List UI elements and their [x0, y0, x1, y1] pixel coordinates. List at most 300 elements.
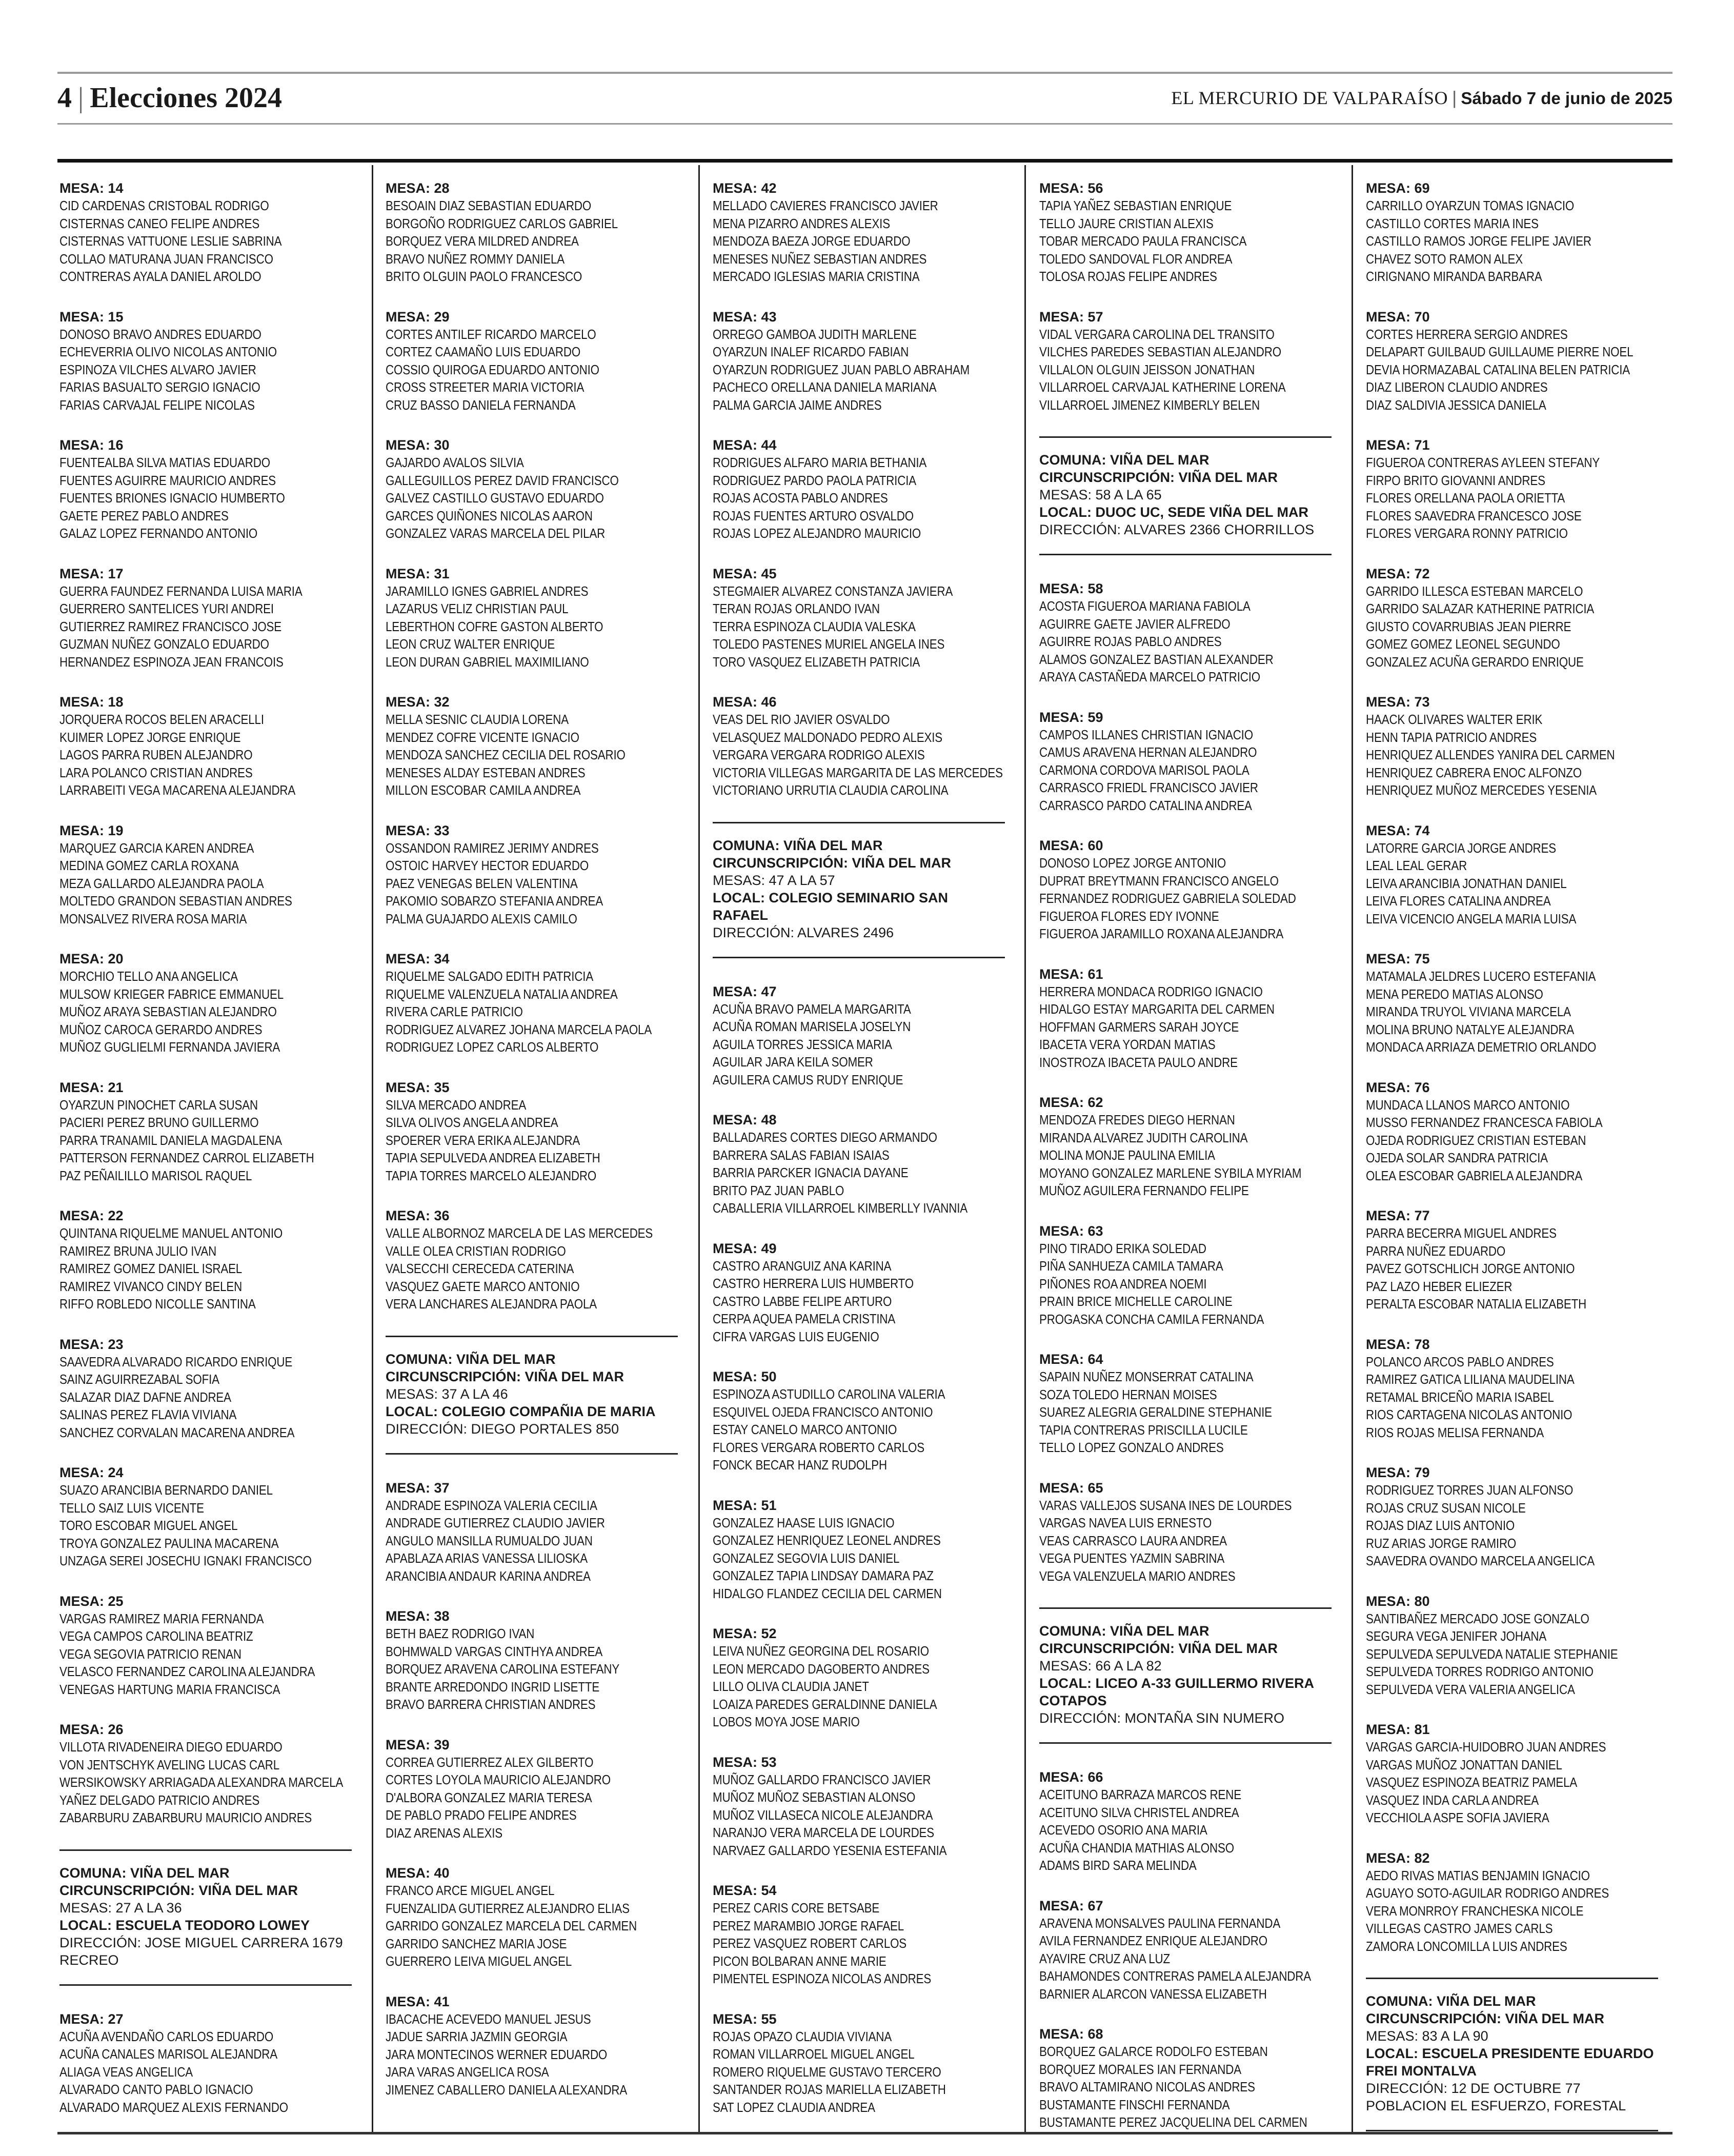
- mesa-title: MESA: 50: [713, 1369, 777, 1384]
- voter-name: VARAS VALLEJOS SUSANA INES DE LOURDES: [1039, 1497, 1292, 1513]
- voter-name: RUZ ARIAS JORGE RAMIRO: [1366, 1535, 1517, 1551]
- voter-name: HOFFMAN GARMERS SARAH JOYCE: [1039, 1019, 1239, 1035]
- publication-name: EL MERCURIO DE VALPARAÍSO: [1171, 88, 1448, 108]
- mesa-block: [1039, 1479, 1347, 1585]
- voter-name: HERNANDEZ ESPINOZA JEAN FRANCOIS: [59, 654, 284, 670]
- voter-name: FONCK BECAR HANZ RUDOLPH: [713, 1457, 888, 1473]
- voter-name: BARNIER ALARCON VANESSA ELIZABETH: [1039, 1986, 1267, 2002]
- voter-name: VIDAL VERGARA CAROLINA DEL TRANSITO: [1039, 326, 1275, 342]
- voter-name: VILLALON OLGUIN JEISSON JONATHAN: [1039, 361, 1255, 377]
- voter-name: CARRASCO PARDO CATALINA ANDREA: [1039, 797, 1252, 813]
- voter-name: LEIVA NUÑEZ GEORGINA DEL ROSARIO: [713, 1643, 929, 1659]
- voter-name: TOLEDO PASTENES MURIEL ANGELA INES: [713, 636, 945, 652]
- voter-name: CHAVEZ SOTO RAMON ALEX: [1366, 251, 1523, 267]
- comuna-label: COMUNA: VIÑA DEL MAR: [59, 1865, 230, 1881]
- mesa-block: [713, 1754, 1020, 1860]
- voter-name: PACIERI PEREZ BRUNO GUILLERMO: [59, 1115, 259, 1130]
- mesa-title: MESA: 47: [713, 983, 777, 999]
- voter-name: ACUÑA AVENDAÑO CARLOS EDUARDO: [59, 2028, 274, 2044]
- voter-name: MENDOZA FREDES DIEGO HERNAN: [1039, 1112, 1235, 1127]
- mesa-block: [59, 179, 367, 286]
- voter-name: PAKOMIO SOBARZO STEFANIA ANDREA: [386, 893, 603, 909]
- voter-name: ARANCIBIA ANDAUR KARINA ANDREA: [386, 1568, 591, 1584]
- content-top-rule: [57, 159, 1672, 163]
- direccion-line: DIRECCIÓN: JOSE MIGUEL CARRERA 1679 RECREO: [59, 1935, 343, 1968]
- voter-name: CARRILLO OYARZUN TOMAS IGNACIO: [1366, 198, 1575, 213]
- mesa-title: MESA: 18: [59, 694, 124, 710]
- mesa-title: MESA: 70: [1366, 309, 1430, 325]
- voter-name: CASTILLO RAMOS JORGE FELIPE JAVIER: [1366, 233, 1591, 249]
- voter-name: SANTANDER ROJAS MARIELLA ELIZABETH: [713, 2082, 946, 2097]
- voter-name: PATTERSON FERNANDEZ CARROL ELIZABETH: [59, 1150, 314, 1165]
- voter-name: VEGA PUENTES YAZMIN SABRINA: [1039, 1550, 1225, 1566]
- voter-name: BRAVO NUÑEZ ROMMY DANIELA: [386, 251, 564, 267]
- mesa-title: MESA: 58: [1039, 581, 1103, 596]
- voter-name: ACOSTA FIGUEROA MARIANA FABIOLA: [1039, 598, 1251, 614]
- voter-name: PRAIN BRICE MICHELLE CAROLINE: [1039, 1294, 1233, 1309]
- voter-name: LARRABEITI VEGA MACARENA ALEJANDRA: [59, 782, 296, 798]
- mesa-block: [386, 1607, 693, 1714]
- voter-name: MOLTEDO GRANDON SEBASTIAN ANDRES: [59, 893, 292, 909]
- mesa-block: [713, 983, 1020, 1089]
- voter-name: ALIAGA VEAS ANGELICA: [59, 2064, 193, 2080]
- mesa-block: [59, 693, 367, 799]
- mesa-block: [1366, 179, 1673, 286]
- mesa-block: [1366, 822, 1673, 928]
- voter-name: JARAMILLO IGNES GABRIEL ANDRES: [386, 583, 589, 599]
- mesa-block: [386, 1864, 693, 1970]
- voter-name: APABLAZA ARIAS VANESSA LILIOSKA: [386, 1550, 588, 1566]
- voter-name: RAMIREZ GOMEZ DANIEL ISRAEL: [59, 1261, 243, 1276]
- mesa-block: [1366, 436, 1673, 542]
- voter-name: TOLEDO SANDOVAL FLOR ANDREA: [1039, 251, 1233, 267]
- polling-place-info: [59, 1849, 352, 1986]
- voter-name: ROJAS DIAZ LUIS ANTONIO: [1366, 1518, 1515, 1533]
- comuna-label: COMUNA: VIÑA DEL MAR: [1366, 1993, 1536, 2009]
- mesa-title: MESA: 46: [713, 694, 777, 710]
- voter-name: CASTILLO CORTES MARIA INES: [1366, 215, 1539, 231]
- direccion-line: DIRECCIÓN: 12 DE OCTUBRE 77 POBLACION EL ESFUERZO, FORESTAL: [1366, 2081, 1626, 2113]
- voter-name: MELLA SESNIC CLAUDIA LORENA: [386, 712, 569, 727]
- voter-name: HENN TAPIA PATRICIO ANDRES: [1366, 729, 1537, 745]
- voter-name: PAZ PEÑAILILLO MARISOL RAQUEL: [59, 1167, 252, 1183]
- mesa-block: [1366, 308, 1673, 414]
- column-1: [59, 179, 367, 2139]
- voter-name: HAACK OLIVARES WALTER ERIK: [1366, 712, 1543, 727]
- voter-name: LEON CRUZ WALTER ENRIQUE: [386, 636, 555, 652]
- local-line: [59, 1917, 352, 1934]
- voter-name: RODRIGUEZ LOPEZ CARLOS ALBERTO: [386, 1039, 599, 1055]
- voter-name: MUÑOZ ARAYA SEBASTIAN ALEJANDRO: [59, 1004, 277, 1019]
- column-rule: [698, 165, 700, 2134]
- mesa-title: MESA: 22: [59, 1208, 124, 1223]
- voter-name: BORQUEZ GALARCE RODOLFO ESTEBAN: [1039, 2044, 1268, 2059]
- voter-name: GALLEGUILLOS PEREZ DAVID FRANCISCO: [386, 472, 619, 488]
- voter-name: SANTIBAÑEZ MERCADO JOSE GONZALO: [1366, 1610, 1589, 1626]
- voter-name: ROJAS FUENTES ARTURO OSVALDO: [713, 508, 914, 523]
- mesas-range: MESAS: 58 A LA 65: [1039, 487, 1162, 502]
- column-rule: [1024, 165, 1026, 2134]
- voter-name: SAT LOPEZ CLAUDIA ANDREA: [713, 2099, 875, 2115]
- voter-name: ROJAS LOPEZ ALEJANDRO MAURICIO: [713, 526, 921, 541]
- voter-name: SAAVEDRA OVANDO MARCELA ANGELICA: [1366, 1553, 1595, 1568]
- voter-name: TORO VASQUEZ ELIZABETH PATRICIA: [713, 654, 920, 670]
- local-line: [713, 889, 1005, 924]
- voter-name: SOZA TOLEDO HERNAN MOISES: [1039, 1386, 1217, 1402]
- voter-name: MUÑOZ MUÑOZ SEBASTIAN ALONSO: [713, 1789, 916, 1805]
- voter-name: STEGMAIER ALVAREZ CONSTANZA JAVIERA: [713, 583, 953, 599]
- voter-name: CONTRERAS AYALA DANIEL AROLDO: [59, 269, 261, 284]
- mesa-title: MESA: 21: [59, 1079, 124, 1095]
- voter-name: ANDRADE ESPINOZA VALERIA CECILIA: [386, 1497, 597, 1513]
- mesa-block: [59, 822, 367, 928]
- voter-name: PARRA TRANAMIL DANIELA MAGDALENA: [59, 1132, 282, 1148]
- mesa-title: MESA: 17: [59, 566, 124, 581]
- voter-name: MATAMALA JELDRES LUCERO ESTEFANIA: [1366, 969, 1596, 984]
- voter-name: MENDEZ COFRE VICENTE IGNACIO: [386, 729, 579, 745]
- voter-name: AYAVIRE CRUZ ANA LUZ: [1039, 1950, 1171, 1966]
- voter-name: TAPIA TORRES MARCELO ALEJANDRO: [386, 1167, 597, 1183]
- circunscripcion-label: CIRCUNSCRIPCIÓN: VIÑA DEL MAR: [1039, 1641, 1278, 1656]
- voter-name: AGUILERA CAMUS RUDY ENRIQUE: [713, 1072, 903, 1087]
- column-4: [1039, 179, 1347, 2154]
- mesa-block: [59, 308, 367, 414]
- voter-name: ESPINOZA ASTUDILLO CAROLINA VALERIA: [713, 1386, 945, 1402]
- voter-name: VARGAS GARCIA-HUIDOBRO JUAN ANDRES: [1366, 1739, 1606, 1755]
- voter-name: COSSIO QUIROGA EDUARDO ANTONIO: [386, 361, 599, 377]
- header-bottom-rule: [57, 123, 1672, 125]
- voter-name: TERRA ESPINOZA CLAUDIA VALESKA: [713, 618, 916, 634]
- voter-name: MIRANDA ALVAREZ JUDITH CAROLINA: [1039, 1130, 1248, 1145]
- mesa-title: MESA: 42: [713, 180, 777, 196]
- voter-name: WERSIKOWSKY ARRIAGADA ALEXANDRA MARCELA: [59, 1775, 344, 1790]
- mesa-block: [386, 950, 693, 1056]
- voter-name: HENRIQUEZ CABRERA ENOC ALFONZO: [1366, 764, 1582, 780]
- voter-name: LEBERTHON COFRE GASTON ALBERTO: [386, 618, 603, 634]
- voter-name: GIUSTO COVARRUBIAS JEAN PIERRE: [1366, 618, 1571, 634]
- mesa-block: [59, 950, 367, 1056]
- local-name: LICEO A-33 GUILLERMO RIVERA COTAPOS: [1039, 1676, 1314, 1708]
- mesa-title: MESA: 68: [1039, 2026, 1103, 2042]
- voter-name: RAMIREZ GATICA LILIANA MAUDELINA: [1366, 1372, 1575, 1387]
- voter-name: GUZMAN NUÑEZ GONZALO EDUARDO: [59, 636, 269, 652]
- direccion-line: DIRECCIÓN: ALVARES 2366 CHORRILLOS: [1039, 522, 1315, 537]
- voter-name: PIÑA SANHUEZA CAMILA TAMARA: [1039, 1258, 1223, 1274]
- voter-name: TELLO JAURE CRISTIAN ALEXIS: [1039, 215, 1214, 231]
- header-separator: |: [78, 82, 84, 114]
- voter-name: ROMAN VILLARROEL MIGUEL ANGEL: [713, 2046, 915, 2062]
- voter-name: IBACETA VERA YORDAN MATIAS: [1039, 1037, 1216, 1052]
- mesa-block: [59, 1593, 367, 1699]
- voter-name: SILVA MERCADO ANDREA: [386, 1097, 527, 1113]
- mesa-block: [1366, 693, 1673, 799]
- mesa-title: MESA: 80: [1366, 1593, 1430, 1609]
- voter-name: MORCHIO TELLO ANA ANGELICA: [59, 969, 238, 984]
- voter-name: MIRANDA TRUYOL VIVIANA MARCELA: [1366, 1004, 1571, 1019]
- voter-name: POLANCO ARCOS PABLO ANDRES: [1366, 1354, 1554, 1369]
- voter-name: VARGAS MUÑOZ JONATTAN DANIEL: [1366, 1757, 1562, 1772]
- voter-name: CORREA GUTIERREZ ALEX GILBERTO: [386, 1754, 594, 1770]
- mesa-title: MESA: 49: [713, 1240, 777, 1256]
- mesa-block: [1366, 1721, 1673, 1827]
- voter-name: LEIVA ARANCIBIA JONATHAN DANIEL: [1366, 875, 1567, 891]
- voter-name: PIÑONES ROA ANDREA NOEMI: [1039, 1276, 1207, 1292]
- voter-name: ARAVENA MONSALVES PAULINA FERNANDA: [1039, 1915, 1281, 1931]
- local-label: LOCAL:: [386, 1403, 438, 1419]
- voter-name: CORTES HERRERA SERGIO ANDRES: [1366, 326, 1568, 342]
- voter-name: CARRASCO FRIEDL FRANCISCO JAVIER: [1039, 780, 1258, 795]
- voter-name: TAPIA YAÑEZ SEBASTIAN ENRIQUE: [1039, 198, 1232, 213]
- voter-name: GOMEZ GOMEZ LEONEL SEGUNDO: [1366, 636, 1560, 652]
- voter-name: GARRIDO SALAZAR KATHERINE PATRICIA: [1366, 601, 1595, 616]
- voter-name: VARGAS NAVEA LUIS ERNESTO: [1039, 1515, 1212, 1530]
- voter-name: SILVA OLIVOS ANGELA ANDREA: [386, 1115, 558, 1130]
- page-bottom-rule: [57, 2132, 1672, 2134]
- voter-name: FARIAS BASUALTO SERGIO IGNACIO: [59, 379, 260, 395]
- voter-name: JARA VARAS ANGELICA ROSA: [386, 2064, 549, 2080]
- page-number: 4: [57, 82, 72, 114]
- voter-name: VALLE ALBORNOZ MARCELA DE LAS MERCEDES: [386, 1225, 653, 1241]
- voter-name: FIGUEROA FLORES EDY IVONNE: [1039, 908, 1219, 924]
- voter-name: CID CARDENAS CRISTOBAL RODRIGO: [59, 198, 269, 213]
- local-label: LOCAL:: [59, 1917, 112, 1933]
- mesa-title: MESA: 33: [386, 822, 450, 838]
- mesa-title: MESA: 39: [386, 1737, 450, 1752]
- voter-name: TROYA GONZALEZ PAULINA MACARENA: [59, 1535, 279, 1551]
- voter-name: BESOAIN DIAZ SEBASTIAN EDUARDO: [386, 198, 592, 213]
- voter-name: ACEITUNO BARRAZA MARCOS RENE: [1039, 1787, 1242, 1802]
- voter-name: RIFFO ROBLEDO NICOLLE SANTINA: [59, 1296, 256, 1312]
- voter-name: RIQUELME VALENZUELA NATALIA ANDREA: [386, 986, 618, 1002]
- mesa-title: MESA: 76: [1366, 1079, 1430, 1095]
- mesa-title: MESA: 14: [59, 180, 124, 196]
- mesa-block: [1039, 837, 1347, 943]
- voter-name: VALSECCHI CERECEDA CATERINA: [386, 1261, 574, 1276]
- voter-name: CARMONA CORDOVA MARISOL PAOLA: [1039, 762, 1249, 778]
- local-name: DUOC UC, SEDE VIÑA DEL MAR: [1095, 505, 1309, 520]
- voter-name: JORQUERA ROCOS BELEN ARACELLI: [59, 712, 264, 727]
- voter-name: MEDINA GOMEZ CARLA ROXANA: [59, 858, 239, 873]
- voter-name: VILCHES PAREDES SEBASTIAN ALEJANDRO: [1039, 344, 1281, 359]
- voter-name: ACUÑA CHANDIA MATHIAS ALONSO: [1039, 1840, 1234, 1856]
- voter-name: ACUÑA CANALES MARISOL ALEJANDRA: [59, 2046, 278, 2062]
- polling-place-info: [713, 822, 1005, 958]
- mesa-title: MESA: 48: [713, 1112, 777, 1127]
- voter-name: LARA POLANCO CRISTIAN ANDRES: [59, 764, 253, 780]
- voter-name: ROJAS CRUZ SUSAN NICOLE: [1366, 1500, 1526, 1516]
- voter-name: PAZ LAZO HEBER ELIEZER: [1366, 1278, 1513, 1294]
- mesa-block: [713, 693, 1020, 799]
- voter-name: BRANTE ARREDONDO INGRID LISETTE: [386, 1679, 600, 1695]
- mesa-block: [713, 1111, 1020, 1217]
- voter-name: VICTORIANO URRUTIA CLAUDIA CAROLINA: [713, 782, 949, 798]
- mesa-block: [1039, 709, 1347, 815]
- voter-name: MOYANO GONZALEZ MARLENE SYBILA MYRIAM: [1039, 1165, 1302, 1181]
- mesa-block: [1039, 179, 1347, 286]
- voter-name: MENESES ALDAY ESTEBAN ANDRES: [386, 764, 586, 780]
- voter-name: MONSALVEZ RIVERA ROSA MARIA: [59, 911, 247, 926]
- voter-name: FRANCO ARCE MIGUEL ANGEL: [386, 1883, 555, 1898]
- voter-name: CASTRO ARANGUIZ ANA KARINA: [713, 1258, 892, 1274]
- voter-name: NARVAEZ GALLARDO YESENIA ESTEFANIA: [713, 1842, 947, 1858]
- column-rule: [372, 165, 373, 2134]
- voter-name: D'ALBORA GONZALEZ MARIA TERESA: [386, 1789, 592, 1805]
- voter-name: NARANJO VERA MARCELA DE LOURDES: [713, 1825, 935, 1840]
- mesa-block: [713, 1882, 1020, 1988]
- voter-name: LATORRE GARCIA JORGE ANDRES: [1366, 840, 1557, 856]
- voter-name: GONZALEZ TAPIA LINDSAY DAMARA PAZ: [713, 1568, 934, 1583]
- mesa-block: [1039, 1897, 1347, 2003]
- voter-name: TAPIA SEPULVEDA ANDREA ELIZABETH: [386, 1150, 600, 1165]
- mesa-block: [59, 1207, 367, 1313]
- voter-name: LILLO OLIVA CLAUDIA JANET: [713, 1679, 869, 1694]
- voter-name: ACUÑA BRAVO PAMELA MARGARITA: [713, 1001, 911, 1017]
- voter-name: AGUILA TORRES JESSICA MARIA: [713, 1036, 892, 1052]
- voter-name: MENA PEREDO MATIAS ALONSO: [1366, 986, 1543, 1002]
- voter-name: BRITO PAZ JUAN PABLO: [713, 1182, 844, 1198]
- voter-name: BOHMWALD VARGAS CINTHYA ANDREA: [386, 1643, 603, 1659]
- voter-name: DIAZ SALDIVIA JESSICA DANIELA: [1366, 397, 1546, 413]
- voter-name: ALVARADO MARQUEZ ALEXIS FERNANDO: [59, 2099, 288, 2115]
- mesa-title: MESA: 77: [1366, 1208, 1430, 1223]
- voter-name: FIRPO BRITO GIOVANNI ANDRES: [1366, 472, 1545, 488]
- voter-name: VILLARROEL CARVAJAL KATHERINE LORENA: [1039, 379, 1286, 395]
- voter-name: GAETE PEREZ PABLO ANDRES: [59, 508, 229, 523]
- mesa-block: [386, 822, 693, 928]
- voter-name: GONZALEZ SEGOVIA LUIS DANIEL: [713, 1550, 900, 1566]
- mesa-title: MESA: 19: [59, 822, 124, 838]
- circunscripcion-label: CIRCUNSCRIPCIÓN: VIÑA DEL MAR: [59, 1882, 298, 1898]
- mesa-block: [1039, 1094, 1347, 1200]
- mesa-title: MESA: 41: [386, 1993, 450, 2009]
- voter-name: VERA LANCHARES ALEJANDRA PAOLA: [386, 1296, 597, 1312]
- voter-name: LAGOS PARRA RUBEN ALEJANDRO: [59, 747, 253, 762]
- voter-name: CISTERNAS VATTUONE LESLIE SABRINA: [59, 233, 282, 249]
- voter-name: VELASQUEZ MALDONADO PEDRO ALEXIS: [713, 729, 943, 745]
- mesa-block: [713, 1625, 1020, 1731]
- voter-name: CIFRA VARGAS LUIS EUGENIO: [713, 1328, 879, 1344]
- voter-name: VILLOTA RIVADENEIRA DIEGO EDUARDO: [59, 1739, 283, 1755]
- voter-name: JARA MONTECINOS WERNER EDUARDO: [386, 2046, 608, 2062]
- polling-place-info: [1039, 436, 1332, 555]
- voter-name: VICTORIA VILLEGAS MARGARITA DE LAS MERCEDES: [713, 764, 1003, 780]
- mesa-title: MESA: 57: [1039, 309, 1103, 325]
- mesa-block: [1039, 965, 1347, 1072]
- voter-name: FIGUEROA JARAMILLO ROXANA ALEJANDRA: [1039, 926, 1284, 941]
- mesa-title: MESA: 52: [713, 1626, 777, 1641]
- voter-name: MONDACA ARRIAZA DEMETRIO ORLANDO: [1366, 1039, 1597, 1055]
- voter-name: LEAL LEAL GERAR: [1366, 858, 1467, 873]
- mesa-title: MESA: 65: [1039, 1480, 1103, 1496]
- voter-name: TOLOSA ROJAS FELIPE ANDRES: [1039, 269, 1217, 284]
- mesa-title: MESA: 29: [386, 309, 450, 325]
- mesas-range: MESAS: 47 A LA 57: [713, 872, 835, 888]
- comuna-label: COMUNA: VIÑA DEL MAR: [1039, 1623, 1209, 1639]
- mesa-block: [1366, 1336, 1673, 1442]
- voter-name: MENDOZA SANCHEZ CECILIA DEL ROSARIO: [386, 747, 626, 762]
- voter-name: SUAZO ARANCIBIA BERNARDO DANIEL: [59, 1482, 273, 1498]
- mesa-block: [386, 436, 693, 542]
- voter-name: LAZARUS VELIZ CHRISTIAN PAUL: [386, 601, 569, 616]
- voter-name: MUNDACA LLANOS MARCO ANTONIO: [1366, 1097, 1570, 1113]
- mesa-block: [713, 179, 1020, 286]
- comuna-label: COMUNA: VIÑA DEL MAR: [713, 837, 883, 853]
- mesa-title: MESA: 66: [1039, 1769, 1103, 1785]
- voter-name: GONZALEZ HAASE LUIS IGNACIO: [713, 1515, 895, 1530]
- voter-name: ANDRADE GUTIERREZ CLAUDIO JAVIER: [386, 1515, 605, 1530]
- local-line: [1039, 503, 1332, 521]
- local-name: COLEGIO SEMINARIO SAN RAFAEL: [713, 890, 949, 923]
- mesa-title: MESA: 59: [1039, 709, 1103, 725]
- voter-name: SALINAS PEREZ FLAVIA VIVIANA: [59, 1407, 237, 1422]
- voter-name: LOAIZA PAREDES GERALDINNE DANIELA: [713, 1696, 937, 1712]
- direccion-line: DIRECCIÓN: MONTAÑA SIN NUMERO: [1039, 1710, 1285, 1726]
- voter-name: VEAS DEL RIO JAVIER OSVALDO: [713, 712, 890, 727]
- voter-name: MOLINA BRUNO NATALYE ALEJANDRA: [1366, 1021, 1575, 1037]
- mesa-title: MESA: 38: [386, 1608, 450, 1624]
- mesa-title: MESA: 25: [59, 1593, 124, 1609]
- voter-name: VERA MONRROY FRANCHESKA NICOLE: [1366, 1903, 1584, 1919]
- voter-name: PAEZ VENEGAS BELEN VALENTINA: [386, 875, 578, 891]
- mesa-title: MESA: 27: [59, 2011, 124, 2027]
- voter-name: FERNANDEZ RODRIGUEZ GABRIELA SOLEDAD: [1039, 891, 1296, 906]
- voter-name: BAHAMONDES CONTRERAS PAMELA ALEJANDRA: [1039, 1968, 1312, 1984]
- voter-name: GARRIDO ILLESCA ESTEBAN MARCELO: [1366, 583, 1583, 599]
- voter-name: DONOSO BRAVO ANDRES EDUARDO: [59, 326, 261, 342]
- voter-name: MEZA GALLARDO ALEJANDRA PAOLA: [59, 875, 264, 891]
- polling-place-info: [1039, 1607, 1332, 1744]
- voter-name: DONOSO LOPEZ JORGE ANTONIO: [1039, 855, 1226, 871]
- voter-name: JADUE SARRIA JAZMIN GEORGIA: [386, 2029, 568, 2044]
- mesa-title: MESA: 61: [1039, 966, 1103, 982]
- voter-name: PICON BOLBARAN ANNE MARIE: [713, 1953, 886, 1969]
- voter-name: FLORES VERGARA ROBERTO CARLOS: [713, 1439, 924, 1455]
- column-2: [386, 179, 693, 2121]
- voter-name: LOBOS MOYA JOSE MARIO: [713, 1714, 860, 1729]
- mesa-block: [1039, 1768, 1347, 1875]
- voter-name: GAJARDO AVALOS SILVIA: [386, 455, 524, 470]
- voter-name: VEGA SEGOVIA PATRICIO RENAN: [59, 1646, 241, 1662]
- circunscripcion-label: CIRCUNSCRIPCIÓN: VIÑA DEL MAR: [713, 855, 952, 871]
- local-line: [386, 1403, 678, 1420]
- mesa-title: MESA: 32: [386, 694, 450, 710]
- mesa-block: [386, 1207, 693, 1313]
- voter-name: PROGASKA CONCHA CAMILA FERNANDA: [1039, 1311, 1264, 1327]
- mesa-title: MESA: 44: [713, 437, 777, 453]
- mesa-title: MESA: 62: [1039, 1095, 1103, 1110]
- voter-name: BORQUEZ VERA MILDRED ANDREA: [386, 233, 579, 249]
- mesa-title: MESA: 82: [1366, 1850, 1430, 1866]
- voter-name: RODRIGUEZ PARDO PAOLA PATRICIA: [713, 472, 916, 488]
- polling-place-info: [386, 1336, 678, 1455]
- voter-name: SUAREZ ALEGRIA GERALDINE STEPHANIE: [1039, 1404, 1272, 1420]
- voter-name: RIOS ROJAS MELISA FERNANDA: [1366, 1424, 1544, 1440]
- mesa-block: [713, 2010, 1020, 2117]
- voter-name: KUIMER LOPEZ JORGE ENRIQUE: [59, 729, 241, 745]
- mesa-title: MESA: 69: [1366, 180, 1430, 196]
- mesa-block: [59, 436, 367, 542]
- mesa-title: MESA: 75: [1366, 951, 1430, 966]
- voter-name: BETH BAEZ RODRIGO IVAN: [386, 1626, 535, 1641]
- column-rule: [1352, 165, 1353, 2134]
- voter-name: DE PABLO PRADO FELIPE ANDRES: [386, 1807, 577, 1823]
- mesa-block: [386, 1079, 693, 1185]
- voter-name: DELAPART GUILBAUD GUILLAUME PIERRE NOEL: [1366, 344, 1634, 359]
- voter-name: BUSTAMANTE FINSCHI FERNANDA: [1039, 2097, 1230, 2112]
- voter-name: ECHEVERRIA OLIVO NICOLAS ANTONIO: [59, 344, 277, 359]
- direccion-line: DIRECCIÓN: DIEGO PORTALES 850: [386, 1421, 619, 1437]
- voter-name: ESTAY CANELO MARCO ANTONIO: [713, 1422, 897, 1437]
